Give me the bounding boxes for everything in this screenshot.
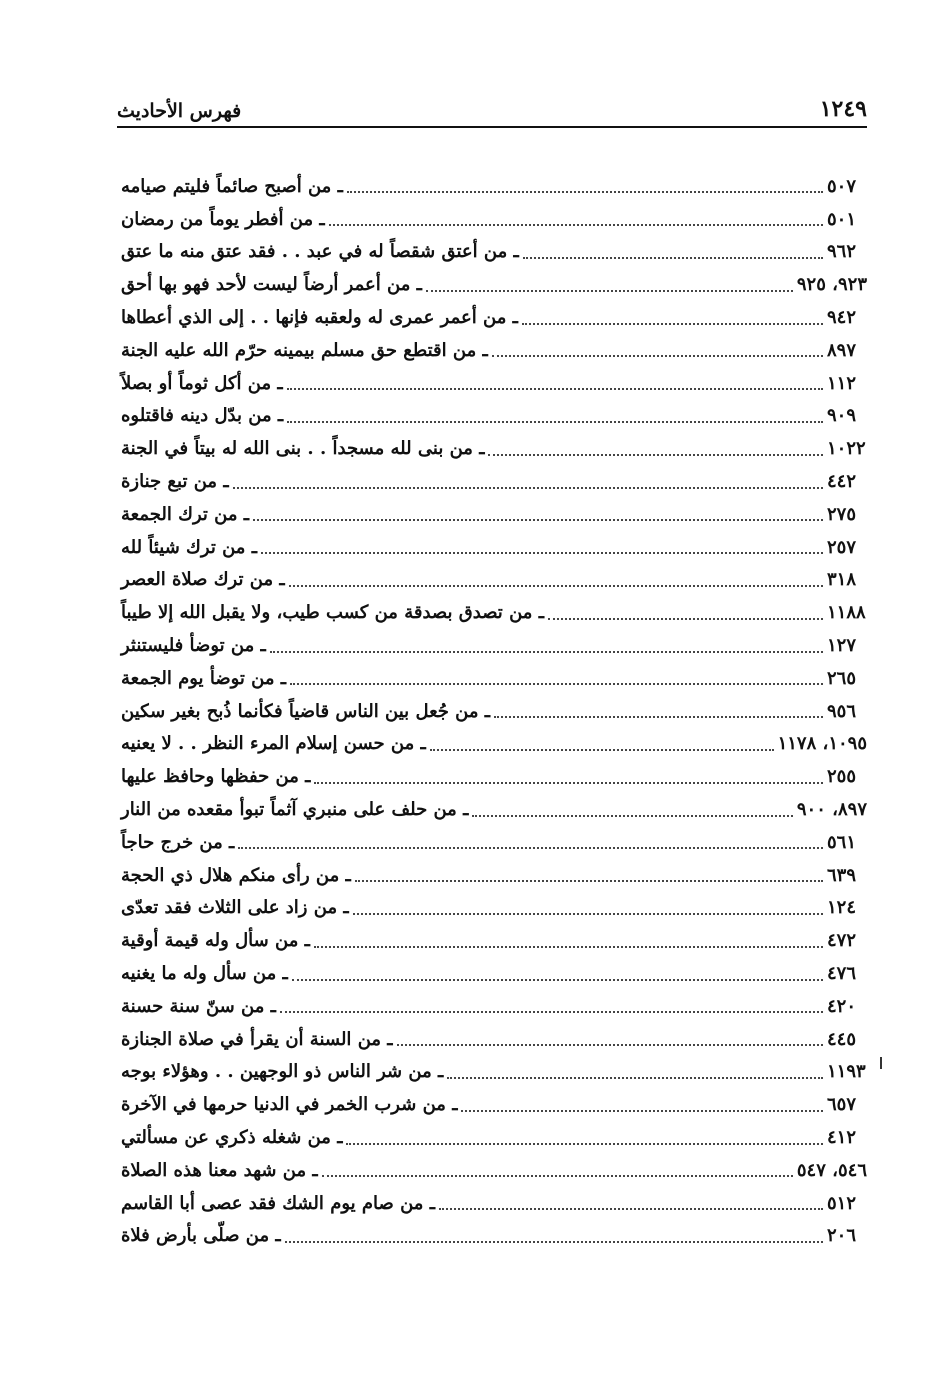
entry-text: ـ من حفظها وحافظ عليها <box>121 766 311 788</box>
entry-text: ـ من سأل وله قيمة أوقية <box>121 930 310 952</box>
entry-page-ref: ٤٤٢ <box>827 471 857 493</box>
dot-leader <box>347 191 823 193</box>
index-entry <box>117 662 867 695</box>
entry-page-ref: ٨٩٧، ٩٠٠ <box>796 799 867 821</box>
index-entry <box>117 268 867 301</box>
index-entry <box>117 859 867 892</box>
entry-text: ـ من ترك الجمعة <box>121 503 250 525</box>
index-entry <box>117 892 867 925</box>
page-header <box>117 90 867 128</box>
index-entry <box>117 465 867 498</box>
dot-leader <box>447 1077 823 1079</box>
index-entry <box>117 236 867 269</box>
index-entry <box>117 793 867 826</box>
index-entry <box>117 957 867 990</box>
entry-text: ـ من سأل وله ما يغنيه <box>121 963 288 985</box>
page-number: ١٢٤٩ <box>819 96 867 122</box>
index-entry <box>117 170 867 203</box>
entry-page-ref: ١١٩٣ <box>827 1061 866 1083</box>
hadith-index-list <box>117 170 867 1252</box>
entry-page-ref: ٤٧٢ <box>827 930 857 952</box>
dot-leader <box>261 552 823 554</box>
dot-leader <box>426 290 793 292</box>
dot-leader <box>314 782 823 784</box>
entry-text: ـ من شرب الخمر في الدنيا حرمها في الآخرة <box>121 1094 458 1116</box>
entry-text: ـ من شهد معنا هذه الصلاة <box>121 1159 318 1181</box>
entry-text: ـ من أعمر عمرى له ولعقبه فإنها . . إلى الذي أعطاها <box>121 307 518 329</box>
index-entry <box>117 1187 867 1220</box>
dot-leader <box>494 716 823 718</box>
entry-text: ـ من صام يوم الشك فقد عصى أبا القاسم <box>121 1192 435 1214</box>
entry-page-ref: ١٠٢٢ <box>827 438 866 460</box>
entry-text: ـ من تصدق بصدقة من كسب طيب، ولا يقبل الله إلا طيباً <box>121 602 544 624</box>
dot-leader <box>253 519 823 521</box>
entry-page-ref: ٨٩٧ <box>827 339 857 361</box>
entry-text: ـ من شغله ذكري عن مسألتي <box>121 1127 343 1148</box>
entry-text: ـ من سنّ سنة حسنة <box>121 995 276 1017</box>
entry-page-ref: ١٢٧ <box>827 635 857 657</box>
dot-leader <box>322 1175 793 1177</box>
entry-text: ـ من توضأ فليستنثر <box>121 635 266 657</box>
entry-page-ref: ٩٠٩ <box>827 405 857 427</box>
dot-leader <box>270 651 823 653</box>
entry-text: ـ من بنى لله مسجداً . . بنى الله له بيتاً في الجنة <box>121 438 485 460</box>
entry-page-ref: ٥٠٧ <box>827 175 857 197</box>
index-entry <box>117 629 867 662</box>
index-entry <box>117 1088 867 1121</box>
index-entry <box>117 432 867 465</box>
entry-page-ref: ٢٥٥ <box>827 766 857 788</box>
entry-text: ـ من تبع جنازة <box>121 471 229 493</box>
dot-leader <box>397 1044 823 1046</box>
entry-text: ـ من زاد على الثلاث فقد تعدّى <box>121 897 349 919</box>
entry-page-ref: ٤١٢ <box>827 1127 857 1148</box>
dot-leader <box>492 355 823 357</box>
index-entry <box>117 301 867 334</box>
dot-leader <box>314 946 823 948</box>
index-entry <box>117 760 867 793</box>
entry-text: ـ من ترك شيئاً لله <box>121 536 257 558</box>
entry-page-ref: ٢٦٥ <box>827 667 857 689</box>
entry-page-ref: ٥٤٦، ٥٤٧ <box>796 1159 867 1181</box>
index-entry <box>117 1056 867 1089</box>
entry-page-ref: ٩٢٣، ٩٢٥ <box>796 274 867 296</box>
dot-leader <box>287 388 823 390</box>
index-entry <box>117 1154 867 1187</box>
entry-page-ref: ٤٤٥ <box>827 1028 857 1050</box>
dot-leader <box>290 683 823 685</box>
entry-page-ref: ٢٥٧ <box>827 536 857 558</box>
entry-text: ـ من توضأ يوم الجمعة <box>121 667 287 689</box>
dot-leader <box>289 585 823 587</box>
entry-text: ـ من أصبح صائماً فليتم صيامه <box>121 175 343 197</box>
dot-leader <box>233 487 823 489</box>
entry-text: ـ من بدّل دينه فاقتلوه <box>121 405 284 427</box>
entry-text: ـ من أعمر أرضاً ليست لأحد فهو بها أحق <box>121 274 422 296</box>
index-entry <box>117 695 867 728</box>
dot-leader <box>285 1241 823 1243</box>
index-entry <box>117 924 867 957</box>
entry-text: ـ من أكل ثوماً أو بصلاً <box>121 372 283 394</box>
index-entry <box>117 334 867 367</box>
index-entry <box>117 990 867 1023</box>
entry-page-ref: ٦٣٩ <box>827 864 857 886</box>
dot-leader <box>238 847 823 849</box>
entry-text: ـ من أعتق شقصاً له في عبد . . فقد عتق منه ما عتق <box>121 241 519 263</box>
dot-leader <box>430 749 774 751</box>
index-entry <box>117 400 867 433</box>
entry-page-ref: ٥٦١ <box>827 831 857 853</box>
entry-text: ـ من السنة أن يقرأ في صلاة الجنازة <box>121 1028 393 1050</box>
dot-leader <box>353 913 823 915</box>
dot-leader <box>523 257 823 259</box>
index-entry <box>117 1220 867 1253</box>
running-title: فهرس الأحاديث <box>117 100 242 122</box>
entry-page-ref: ٩٤٢ <box>827 307 857 329</box>
entry-text: ـ من حلف على منبري آثماً تبوأ مقعده من النار <box>121 799 469 821</box>
entry-page-ref: ٢٧٥ <box>827 503 857 525</box>
index-entry <box>117 498 867 531</box>
dot-leader <box>472 815 793 817</box>
index-entry <box>117 564 867 597</box>
entry-page-ref: ٣١٨ <box>827 569 857 591</box>
entry-text: ـ من ترك صلاة العصر <box>121 569 285 591</box>
entry-text: ـ من خرج حاجاً <box>121 831 235 853</box>
index-entry <box>117 367 867 400</box>
entry-page-ref: ٤٧٦ <box>827 963 857 985</box>
dot-leader <box>329 224 823 226</box>
dot-leader <box>522 323 823 325</box>
entry-page-ref: ١٢٤ <box>827 897 857 919</box>
entry-text: ـ من حسن إسلام المرء النظر . . لا يعنيه <box>121 733 426 755</box>
dot-leader <box>346 1143 823 1145</box>
dot-leader <box>488 454 823 456</box>
entry-page-ref: ٩٦٢ <box>827 241 857 263</box>
entry-page-ref: ٤٢٠ <box>827 995 857 1017</box>
dot-leader <box>548 618 823 620</box>
index-entry <box>117 826 867 859</box>
entry-page-ref: ٥١٢ <box>827 1192 857 1214</box>
entry-text: ـ من جُعل بين الناس قاضياً فكأنما ذُبح بغير سكين <box>121 700 491 722</box>
entry-text: ـ من صلّى بأرض فلاة <box>121 1225 281 1247</box>
index-entry <box>117 203 867 236</box>
entry-page-ref: ٩٥٦ <box>827 700 857 722</box>
entry-page-ref: ١١٢ <box>827 372 857 394</box>
dot-leader <box>439 1208 823 1210</box>
entry-text: ـ من اقتطع حق مسلم بيمينه حرّم الله عليه الجنة <box>121 339 488 361</box>
entry-text: ـ من أفطر يوماً من رمضان <box>121 208 325 230</box>
index-entry <box>117 1121 867 1154</box>
index-entry <box>117 531 867 564</box>
dot-leader <box>355 880 823 882</box>
index-entry <box>117 728 867 761</box>
entry-page-ref: ٢٠٦ <box>827 1225 857 1247</box>
dot-leader <box>280 1011 823 1013</box>
entry-text: ـ من شر الناس ذو الوجهين . . وهؤلاء بوجه <box>121 1061 444 1083</box>
index-entry <box>117 1023 867 1056</box>
index-entry <box>117 596 867 629</box>
entry-page-ref: ٥٠١ <box>827 208 857 230</box>
dot-leader <box>461 1110 823 1112</box>
dot-leader <box>287 421 823 423</box>
entry-page-ref: ١٠٩٥، ١١٧٨ <box>777 733 867 755</box>
margin-mark <box>880 1057 882 1069</box>
entry-page-ref: ٦٥٧ <box>827 1094 857 1116</box>
dot-leader <box>292 979 823 981</box>
entry-page-ref: ١١٨٨ <box>827 602 866 624</box>
entry-text: ـ من رأى منكم هلال ذي الحجة <box>121 864 351 886</box>
